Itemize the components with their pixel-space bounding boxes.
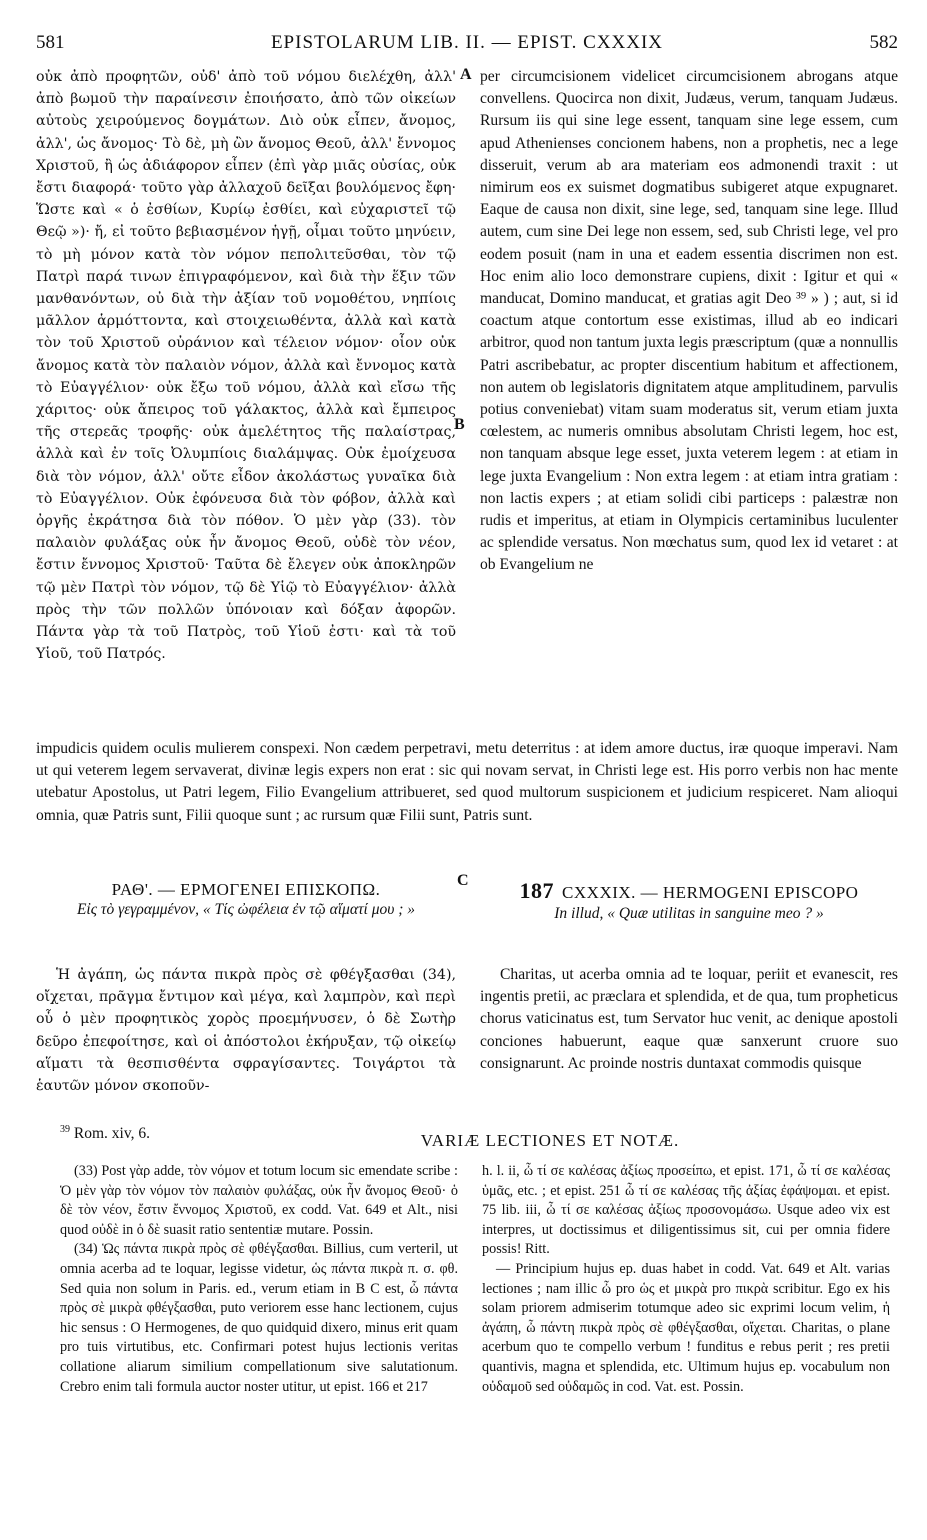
footnote bbox=[60, 1124, 150, 1143]
page-number-right: 582 bbox=[869, 32, 898, 53]
page-number-left: 581 bbox=[36, 32, 65, 53]
note-principium: — Principium hujus ep. duas habet in codd. Vat. 649 et Alt. varias lectiones ; nam illic ὦ pro ὡς et μικρὰ pro πικρὰ scribitur. Ego ex his solam priorem admiserim totumque adeo sic exprimi locum velim, ἡ ἀγάπη, ὦ πάντη πικρὰ πρὸς σὲ φθέγξασθαι, οἴχεται. Charitas, o plane acerbum quo te compello verbum ! funditus e rebus perit ; res pretii quantivis, magna et splendida, etc. Ultimum hujus ep. vocabulum non οὐδαμοῦ sed οὐδαμῶς in cod. Vat. est. Possin. bbox=[482, 1260, 890, 1395]
margin-letter-a: A bbox=[460, 66, 472, 83]
greek-column-top bbox=[36, 66, 456, 665]
greek-letter-body: Ἡ ἀγάπη, ὡς πάντα πικρὰ πρὸς σὲ φθέγξασθαι (34), οἴχεται, πρᾶγμα ἔντιμον καὶ μέγα, καὶ λαμπρὸν, καὶ περὶ οὗ ὁ μὲν προφητικὸς χορὸς προεμήνυσεν, ὁ δὲ Σωτὴρ δεῦρο ἐπεφοίτησε, καὶ οἱ ἀπόστολοι ἐκήρυξαν, τῷ οἰκείῳ αἵματι τὰ θεσπισθέντα σφραγίσαντες. Τοιγάρτοι τὰ ἑαυτῶν μόνον σκοποῦν- bbox=[36, 967, 456, 1095]
notes-left-column bbox=[60, 1162, 458, 1397]
latin-letter-heading bbox=[480, 878, 898, 924]
footnote-text: Rom. xiv, 6. bbox=[73, 1125, 150, 1143]
greek-letter-title: ΡΑΘ'. — ΕΡΜΟΓΕΝΕΙ ΕΠΙΣΚΟΠΩ. bbox=[111, 880, 381, 899]
notes-title: VARIÆ LECTIONES ET NOTÆ. bbox=[420, 1131, 680, 1150]
latin-column-top bbox=[480, 66, 898, 577]
latin-full-width-text: impudicis quidem oculis mulierem conspexi. Non cædem perpetravi, metu deterritus : at idem amore ductus, iræ quoque imperavi. Nam ut qui veterem legem servaverat, divinæ legis expers non erat : sic qui novam servat, in Christi lege est. His porro verbis non hac mente utebatur Apostolus, ut Patri legem, Filio Evangelium attribueret, sed quod multorum suspicionem et judicium respiceret. Nam alioqui omnia, quæ Patris sunt, Filii quoque sunt ; ac rursum quæ Filii sunt, Patris sunt. bbox=[36, 740, 898, 824]
running-header bbox=[36, 32, 898, 58]
greek-letter-heading bbox=[36, 880, 456, 920]
margin-letter-c: C bbox=[457, 872, 469, 889]
notes-right-column bbox=[482, 1162, 890, 1397]
greek-letter-subtitle: Εἰς τὸ γεγραμμένον, « Τίς ὠφέλεια ἐν τῷ αἵματί μου ; » bbox=[76, 901, 416, 918]
latin-letter-subtitle: In illud, « Quæ utilitas in sanguine meo ? » bbox=[554, 905, 824, 922]
greek-text-top: οὐκ ἀπὸ προφητῶν, οὐδ' ἀπὸ τοῦ νόμου διελέχθη, ἀλλ' ἀπὸ βωμοῦ τὴν παραίνεσιν ἐποιήσατο, ἀπὸ τῶν οἰκείων αὐτοὺς χειρούμενος δογμάτων. Διὸ οὐκ εἶπεν, ἄνομος, ἀλλ', ὡς ἄνομος· Τὸ δὲ, μὴ ὢν ἄνομος Θεοῦ, ἀλλ' ἔννομος Χριστοῦ, ἢ ὡς ἀδιάφορον εἶπεν (ἐπὶ γὰρ μιᾶς οὐσίας, οὐκ ἔστι διαφορά· τοῦτο γὰρ ἀλλαχοῦ δεῖξαι βουλόμενος ἔφη· Ὥστε καὶ « ὁ ἐσθίων, Κυρίῳ ἐσθίει, καὶ εὐχαριστεῖ τῷ Θεῷ »)· ἤ, εἰ τοῦτο βεβιασμένον ἡγῇ, οἶμαι τοῦτο μηνύειν, τὸ μὴ μόνον κατὰ τὸν νόμον πεπολιτεῦσθαι, τὸν τῷ Πατρὶ παρά τινων ἐπιγραφόμενον, καὶ διὰ τὴν ἕξιν τῶν μανθανόντων, οὐ διὰ τὴν ἀξίαν τοῦ νομοθέτου, νηπίοις μᾶλλον ἁρμόττοντα, καὶ στοιχειωθέντα, ἀλλὰ καὶ κατὰ τὸν τοῦ Χριστοῦ οὐράνιον καὶ τέλειον νόμον· οἷον οὐκ ἄνομος κατὰ τὸν παλαιὸν νόμον, ἀλλὰ καὶ ἔννομος κατὰ τὸ Εὐαγγέλιον· οὐκ ἔξω τοῦ νόμου, ἀλλὰ καὶ εἴσω τῆς χάριτος· οὐκ ἄπειρος τοῦ γάλακτος, ἀλλὰ καὶ ἔμπειρος τῆς στερεᾶς τροφῆς· οὐκ ἀμελέτητος τῆς παλαίστρας, ἀλλὰ καὶ ἐν τοῖς Ὀλυμπίοις διαλάμψας. Οὐκ ἐμοίχευσα διὰ τὸν νόμον, ἀλλ' οὔτε εἶδον ἀκολάστως γυναῖκα διὰ τὸ Εὐαγγέλιον. Οὐκ ἐφόνευσα διὰ τὸν φόβον, ἀλλὰ καὶ ὀργῆς ἐκράτησα διὰ τὸν πόθον. Ὁ μὲν γὰρ (33). τὸν παλαιὸν φυλάξας οὐκ ἦν ἄνομος Θεοῦ, οὐδὲ τὸν νέον, ἔστιν ἔννομος Χριστοῦ· Ταῦτα δὲ ἔλεγεν οὐκ ἀποκληρῶν τῷ μὲν Πατρὶ τὸν νόμον, τῷ δὲ Υἱῷ τὸ Εὐαγγέλιον· ἀλλὰ πρὸς τὴν τῶν πολλῶν ὑπόνοιαν καὶ δόξαν ἀφορῶν. Πάντα γὰρ τὰ τοῦ Πατρὸς, τοῦ Υἱοῦ ἐστι· καὶ τὰ τοῦ Υἱοῦ, τοῦ Πατρός. bbox=[36, 69, 456, 663]
margin-letter-b: B bbox=[454, 416, 465, 433]
latin-letter-body: Charitas, ut acerba omnia ad te loquar, periit et evanescit, res ingentis pretii, ac præclara et splendida, et de qua, tum propheticus chorus vaticinatus est, tum Servator huc venit, ac denique apostoli conciones habuerunt, eaque quæ sanxerunt cruore suo consignarunt. Ac proinde nostris duntaxat commodis quisque bbox=[480, 966, 898, 1072]
footnote-mark: 39 bbox=[60, 1124, 70, 1135]
note-33: (33) Post γὰρ adde, τὸν νόμον et totum locum sic emendate scribe : Ὁ μὲν γὰρ τὸν νόμον τὸν παλαιὸν φυλάξας, οὐκ ἦν ἄνομος Θεοῦ· ὁ δὲ τὸν νέον, ἔστιν ἔννομος Χριστοῦ, ex codd. Vat. 649 et Alt., nisi quod οὐδὲ in ὁ δὲ suasit ratio sententiæ mutare. Possin. bbox=[60, 1163, 458, 1238]
latin-letter-title: CXXXIX. — HERMOGENI EPISCOPO bbox=[562, 883, 859, 902]
latin-text-top: per circumcisionem videlicet circumcisionem abrogans atque convellens. Quocirca non dixit, Judæus, verum, tanquam Judæus. Rursum iis qui sine lege essent, tanquam sine lege essem, cum apud Athenienses concionem habens, non a prophetis, nec a lege disseruit, verum ab ara materiam eos admonendi traxit : ut nimirum eos ex suismet dogmatibus subigeret atque expugnaret. Eaque de causa non dixit, sine lege, sed, tanquam sine lege. Illud autem, cum sine Dei lege non essem, sed, sub Christi lege, vel pro eodem posuit (nam in una et eadem essentia discrimen non est. Hoc enim alio loco demonstrare cupiens, dixit : Igitur et qui « manducat, Domino manducat, et gratias agit Deo ³⁹ » ) ; aut, si id coactum atque contortum esse existimas, illud ab eo indicari arbitror, quod non tantum juxta legis præscriptum (quæ a nonnullis Patri ascribebatur, ac propter discentium habitum et affectionem, non autem ob legislatoris dignitatem atque amplitudinem, parvulis potius conveniebat) vitam suam moderatus sit, verum etiam juxta cœlestem, ac numeris omnibus absolutam Christi legem, hoc est, non tanquam absque lege esset, juxta veterem legem : at etiam in lege juxta Evangelium : Non extra legem : at etiam intra gratiam : non lactis expers ; at etiam solidi cibi particeps : palæstræ non rudis et imperitus, at etiam in Olympicis certaminibus luculenter ac splendide versatus. Non mœchatus sum, quod lex id vetaret : at ob Evangelium ne bbox=[480, 68, 898, 574]
note-continuation: h. l. ii, ὦ τί σε καλέσας ἀξίως προσείπω, et epist. 171, ὦ τί σε καλέσας ὑμᾶς, etc. ; et epist. 251 ὦ τί σε καλέσας τῆς ἀξίας ἐφάψομαι. et epist. 75 lib. iii, ὦ τί σε καλέσας ἀξίως προσονομάσω. Usque adeo vix est interpres, ut doctissimus et diligentissimus sit, cui per omnia fidere possis! Ritt. bbox=[482, 1163, 890, 1258]
letter-number: 187 bbox=[519, 878, 555, 903]
note-34: (34) Ὡς πάντα πικρὰ πρὸς σὲ φθέγξασθαι. Billius, cum verteril, ut omnia acerba ad te loquar, legisse videtur, ὡς πάντα πικρὰ π. σ. φθ. Sed quia non solum in Paris. ed., verum etiam in B C est, ὦ πάντα πρὸς σὲ μικρὰ φθέγξασθαι, puto veriorem esse hanc lectionem, cujus hic sensus : O Hermogenes, de quo quidquid dixero, minus erit quam pro tuis virtutibus, etc. Confirmari potest hujus lectionis veritas collatione aliarum similium compellationum sive salutationum. Crebro enim tali formula auctor noster utitur, ut epist. 166 et 217 bbox=[60, 1241, 458, 1395]
running-title: EPISTOLARUM LIB. II. — EPIST. CXXXIX bbox=[270, 32, 664, 53]
